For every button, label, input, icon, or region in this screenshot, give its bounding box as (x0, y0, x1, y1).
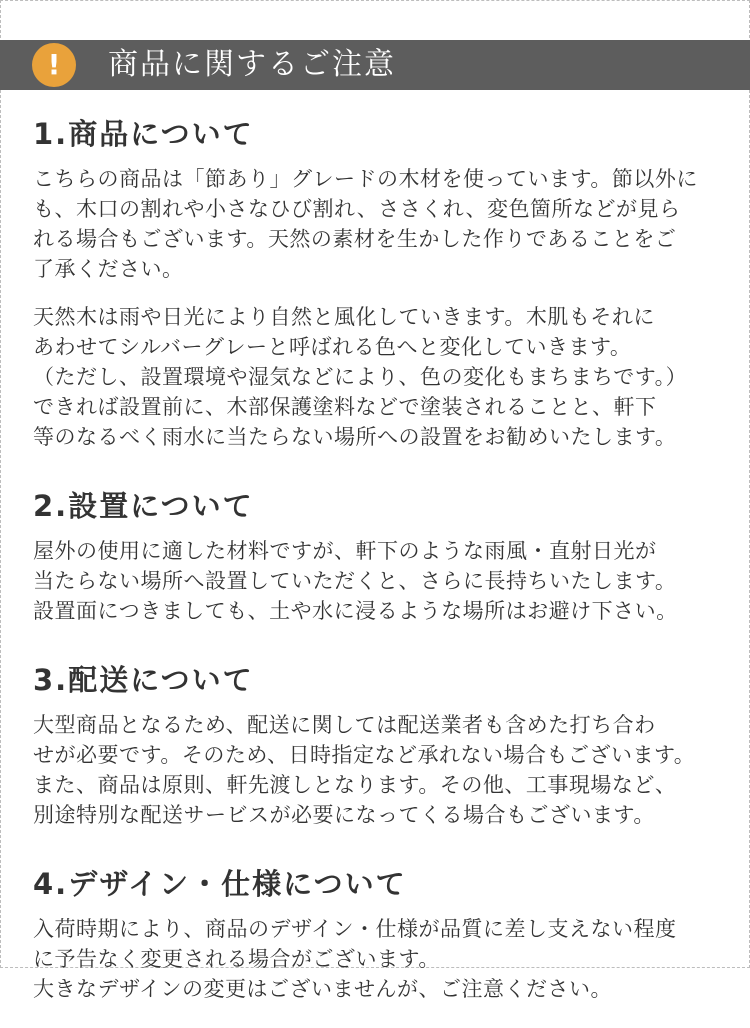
section-paragraph: 屋外の使用に適した材料ですが、軒下のような雨風・直射日光が 当たらない場所へ設置していただくと、さらに長持ちいたします。 設置面につきましても、土や水に浸るような場所はお避け下さい。 (33, 539, 678, 623)
notice-content (33, 104, 733, 1028)
section-delivery (33, 650, 733, 830)
section-title: 3.配送について (33, 663, 254, 697)
exclamation-mark: ! (47, 48, 61, 81)
section-title: 4.デザイン・仕様について (33, 867, 407, 901)
section-title: 1.商品について (33, 117, 254, 151)
section-paragraph: 大型商品となるため、配送に関しては配送業者も含めた打ち合わ せが必要です。そのため、日時指定など承れない場合もございます。 また、商品は原則、軒先渡しとなります。その他、工事現場など、 別途特別な配送サービスが必要になってくる場合もございます。 (33, 713, 696, 827)
section-installation (33, 476, 733, 626)
section-title: 2.設置について (33, 489, 254, 523)
section-design-spec (33, 854, 733, 1004)
section-paragraph: 入荷時期により、商品のデザイン・仕様が品質に差し支えない程度 に予告なく変更される場合がございます。 大きなデザインの変更はございませんが、ご注意ください。 (33, 917, 677, 1001)
section-product (33, 104, 733, 452)
section-paragraph: 天然木は雨や日光により自然と風化していきます。木肌もそれに あわせてシルバーグレーと呼ばれる色へと変化していきます。 （ただし、設置環境や湿気などにより、色の変化もまちまちです。） できれば設置前に、木部保護塗料などで塗装されることと、軒下 等のなるべく雨水に当たらない場所への設置をお勧めいたします。 (33, 305, 688, 449)
notice-title: 商品に関するご注意 (108, 47, 396, 82)
section-paragraph: こちらの商品は「節あり」グレードの木材を使っています。節以外に も、木口の割れや小さなひび割れ、ささくれ、変色箇所などが見ら れる場合もございます。天然の素材を生かした作りであることをご 了承ください。 (33, 167, 698, 281)
